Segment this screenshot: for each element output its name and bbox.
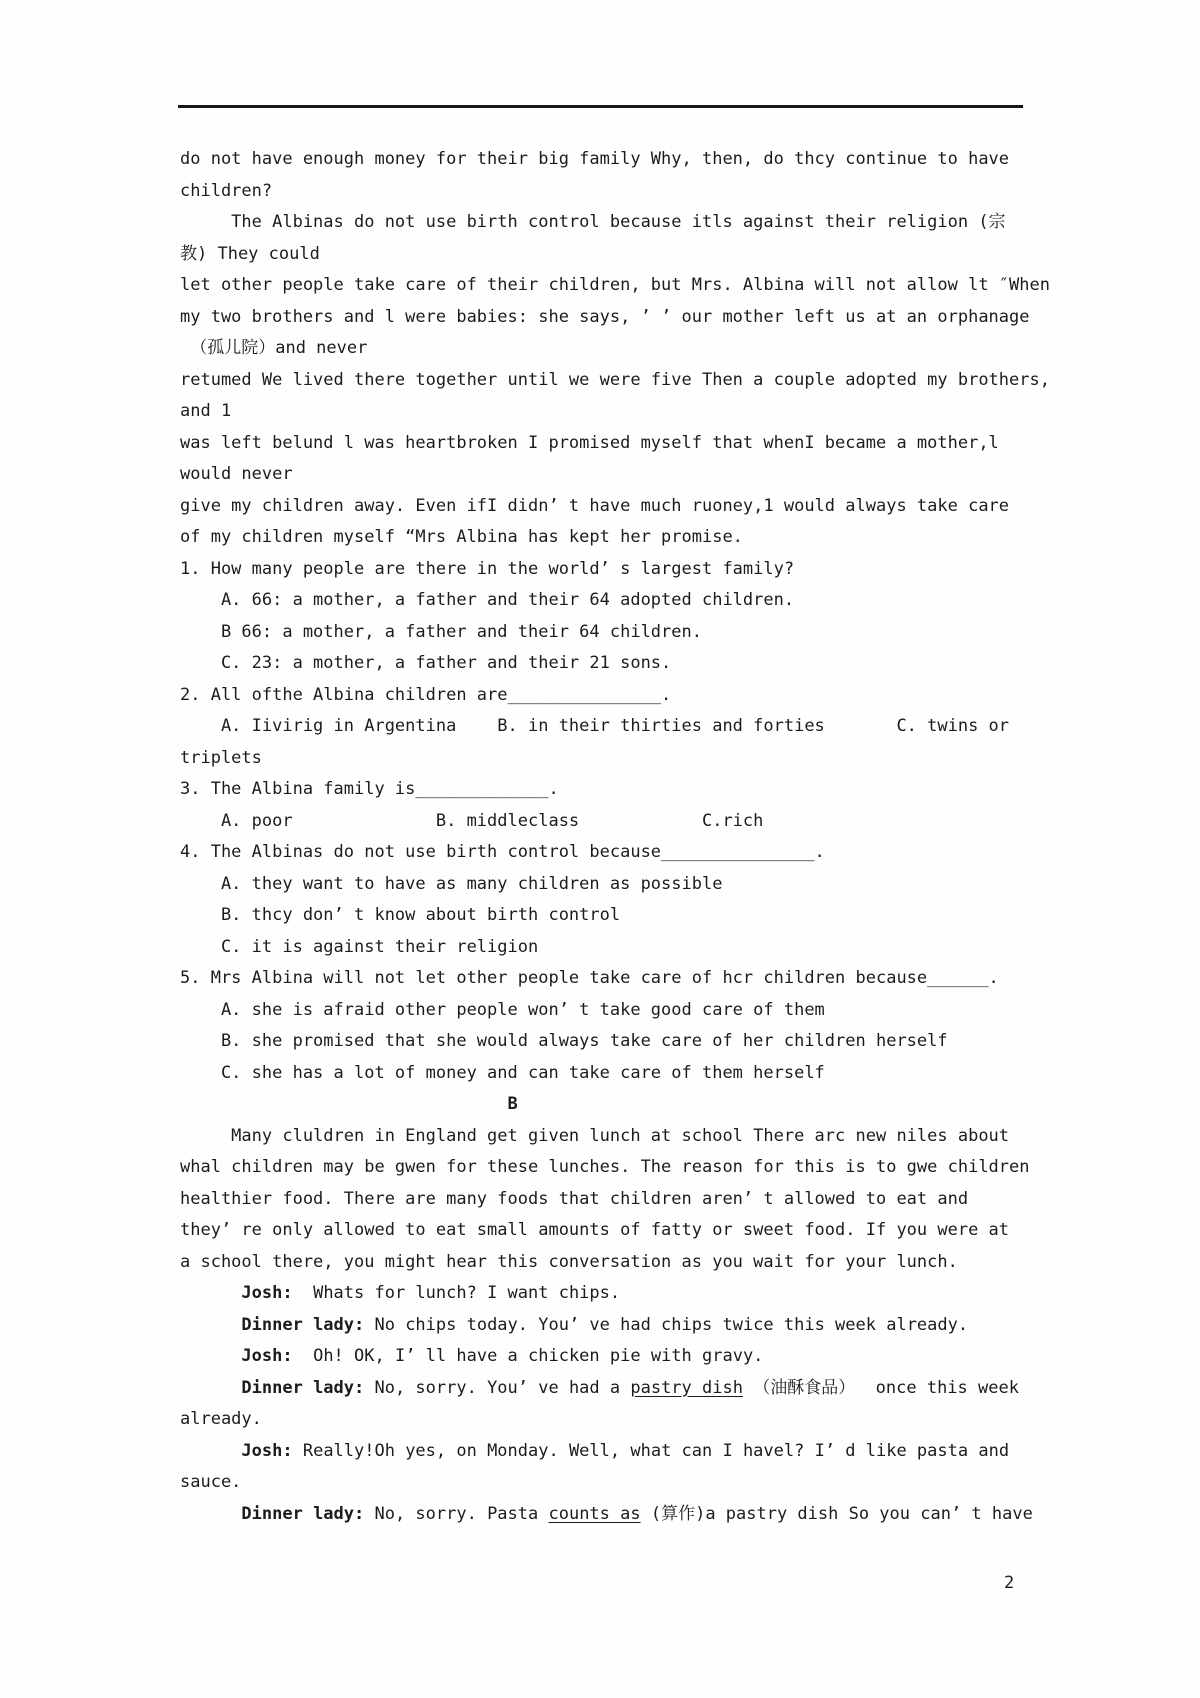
text-segment <box>180 1441 241 1461</box>
text-segment: already. <box>180 1409 262 1429</box>
text-segment <box>180 1283 241 1303</box>
text-line <box>180 806 1080 838</box>
text-segment: B. thcy don’ t know about birth control <box>180 905 621 925</box>
text-line <box>180 995 1080 1027</box>
text-segment: my two brothers and l were babies: she says, ’ ’ our mother left us at an orphanage <box>180 306 1030 327</box>
text-line <box>180 1404 1080 1436</box>
text-segment: sauce. <box>180 1472 242 1492</box>
text-segment: they’ re only allowed to eat small amounts of fatty or sweet food. If you were at <box>180 1220 1010 1240</box>
text-segment: The Albinas do not use birth control because itls against their religion (宗 <box>180 212 1006 232</box>
text-line <box>180 1184 1080 1216</box>
text-line <box>180 491 1080 523</box>
text-segment: would never <box>180 464 293 484</box>
text-segment: let other people take care of their children, but Mrs. Albina will not allow lt ″When <box>180 275 1050 295</box>
text-line <box>180 837 1080 869</box>
speaker-label: Josh: <box>241 1440 293 1461</box>
text-segment: give my children away. Even ifI didn’ t have much ruoney,1 would always take care <box>180 495 1010 516</box>
text-segment: 3. The Albina family is_____________. <box>180 779 559 799</box>
text-line <box>180 743 1080 775</box>
text-line <box>180 1121 1080 1153</box>
text-line <box>180 1215 1080 1247</box>
text-segment: Really!Oh yes, on Monday. Well, what can I havel? I’ d like pasta and <box>292 1440 1010 1461</box>
document-body <box>180 144 1080 1530</box>
speaker-label: Dinner lady: <box>241 1503 365 1524</box>
text-segment: retumed We lived there together until we were five Then a couple adopted my brothers, <box>180 369 1050 390</box>
text-segment <box>180 1094 508 1114</box>
text-segment: C. she has a lot of money and can take care of them herself <box>180 1062 825 1083</box>
speaker-label: Josh: <box>241 1346 293 1366</box>
text-segment: and 1 <box>180 401 232 421</box>
text-segment <box>180 1315 241 1335</box>
text-line <box>180 428 1080 460</box>
text-segment: A. Iivirig in Argentina B. in their thirties and forties C. twins or <box>180 716 1010 736</box>
text-line <box>180 396 1080 428</box>
text-line <box>180 774 1080 806</box>
text-line <box>180 270 1080 302</box>
text-segment: A. they want to have as many children as possible <box>180 873 723 894</box>
text-line <box>180 1467 1080 1499</box>
text-line <box>180 365 1080 397</box>
text-line <box>180 459 1080 491</box>
text-segment: A. poor B. middleclass C.rich <box>180 810 764 831</box>
text-line <box>180 522 1080 554</box>
text-segment: （孤儿院）and never <box>180 338 368 358</box>
text-line <box>180 144 1080 176</box>
text-segment: 4. The Albinas do not use birth control because_______________. <box>180 842 825 862</box>
text-line <box>180 585 1080 617</box>
text-line <box>180 963 1080 995</box>
text-line <box>180 1247 1080 1279</box>
text-line <box>180 932 1080 964</box>
text-line <box>180 617 1080 649</box>
text-segment: 1. How many people are there in the world’ s largest family? <box>180 558 795 579</box>
text-line <box>180 900 1080 932</box>
text-line <box>180 239 1080 271</box>
text-line <box>180 680 1080 712</box>
text-line <box>180 1310 1080 1342</box>
text-segment: C. 23: a mother, a father and their 21 sons. <box>180 653 672 673</box>
text-segment: whal children may be gwen for these lunches. The reason for this is to gwe children <box>180 1157 1030 1177</box>
text-line <box>180 1499 1080 1531</box>
text-line <box>180 1341 1080 1373</box>
text-line <box>180 1436 1080 1468</box>
text-line <box>180 554 1080 586</box>
text-segment: healthier food. There are many foods that children aren’ t allowed to eat and <box>180 1188 969 1209</box>
text-line <box>180 1058 1080 1090</box>
text-segment: do not have enough money for their big family Why, then, do thcy continue to have <box>180 149 1010 169</box>
header-rule <box>178 105 1023 108</box>
speaker-label: B <box>507 1094 518 1114</box>
speaker-label: Josh: <box>241 1283 293 1303</box>
text-line <box>180 1089 1080 1121</box>
text-segment: Oh! OK, I’ ll have a chicken pie with gravy. <box>292 1346 764 1366</box>
text-segment: No, sorry. Pasta <box>364 1503 549 1524</box>
text-segment: 2. All ofthe Albina children are_______________. <box>180 684 672 705</box>
text-line <box>180 711 1080 743</box>
text-segment: C. it is against their religion <box>180 936 539 957</box>
text-line <box>180 302 1080 334</box>
text-segment <box>180 1346 241 1366</box>
text-segment: was left belund l was heartbroken I promised myself that whenI became a mother,l <box>180 432 999 453</box>
text-segment: B. she promised that she would always take care of her children herself <box>180 1031 948 1051</box>
speaker-label: Dinner lady: <box>241 1314 365 1335</box>
text-segment: Whats for lunch? I want chips. <box>292 1283 621 1303</box>
text-segment: （油酥食品） once this week <box>742 1377 1019 1398</box>
text-segment: triplets <box>180 747 262 768</box>
underlined-phrase: pastry dish <box>630 1377 743 1398</box>
text-line <box>180 1278 1080 1310</box>
text-segment <box>180 1504 241 1524</box>
text-segment: of my children myself “Mrs Albina has kept her promise. <box>180 527 743 547</box>
text-line <box>180 648 1080 680</box>
text-line <box>180 333 1080 365</box>
text-segment: (算作)a pastry dish So you can’ t have <box>640 1503 1033 1524</box>
text-line <box>180 1026 1080 1058</box>
text-segment: a school there, you might hear this conversation as you wait for your lunch. <box>180 1251 958 1272</box>
text-segment <box>180 1378 241 1398</box>
text-line <box>180 1373 1080 1405</box>
text-line <box>180 869 1080 901</box>
text-segment: Many cluldren in England get given lunch at school There arc new niles about <box>180 1125 1010 1146</box>
text-line <box>180 1152 1080 1184</box>
text-segment: A. 66: a mother, a father and their 64 adopted children. <box>180 590 795 610</box>
text-line <box>180 176 1080 208</box>
text-line <box>180 207 1080 239</box>
text-segment: B 66: a mother, a father and their 64 children. <box>180 621 702 642</box>
underlined-phrase: counts as <box>548 1503 641 1524</box>
speaker-label: Dinner lady: <box>241 1377 365 1398</box>
text-segment: 5. Mrs Albina will not let other people take care of hcr children because______. <box>180 968 999 988</box>
text-segment: children? <box>180 180 273 201</box>
text-segment: 教) They could <box>180 243 320 264</box>
text-segment: A. she is afraid other people won’ t take good care of them <box>180 999 825 1020</box>
page-number: 2 <box>1004 1573 1015 1593</box>
text-segment: No chips today. You’ ve had chips twice this week already. <box>364 1314 969 1335</box>
text-segment: No, sorry. You’ ve had a <box>364 1377 631 1398</box>
